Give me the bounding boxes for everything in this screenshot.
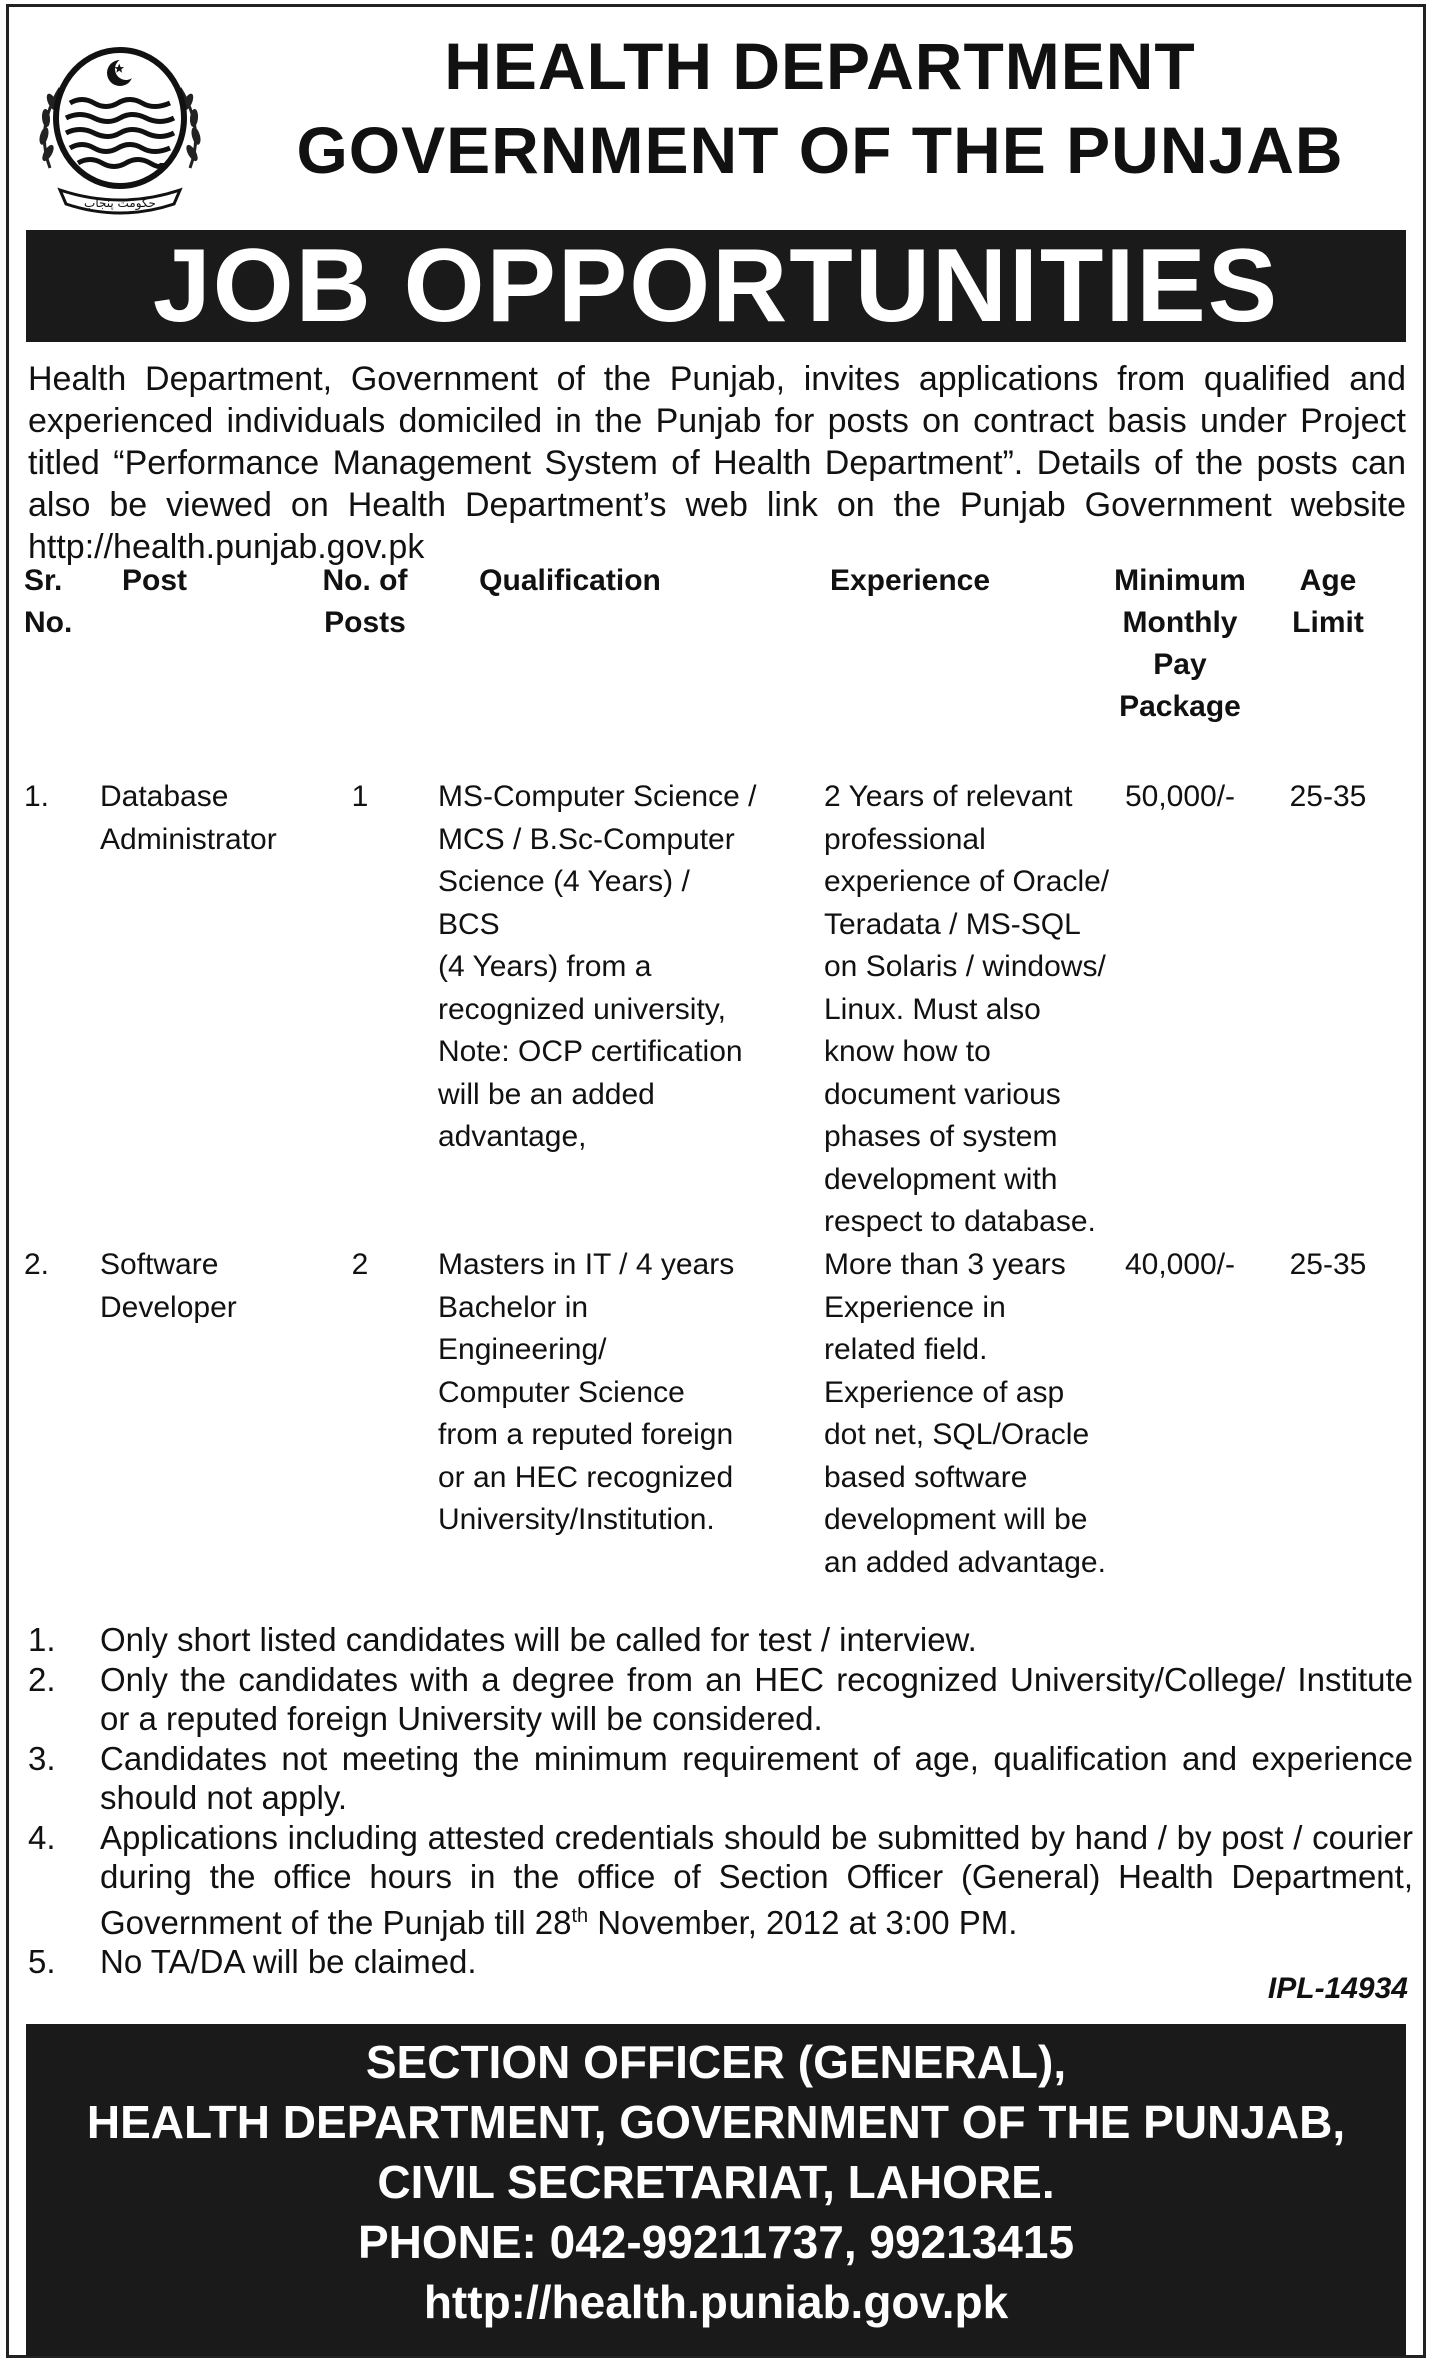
- intro-paragraph: [28, 358, 1406, 568]
- note-text: Only short listed candidates will be called for test / interview.: [100, 1621, 977, 1658]
- header-experience: Experience: [829, 564, 991, 597]
- row-2-sr: 2.: [24, 1248, 50, 1281]
- note-text-after: November, 2012 at 3:00 PM.: [588, 1903, 1018, 1941]
- row-2-no-of-posts: 2: [351, 1248, 369, 1281]
- row-2-age: 25-35: [1289, 1248, 1367, 1281]
- note-text: [100, 1818, 1413, 1943]
- reference-code: IPL-14934: [1267, 1972, 1408, 2005]
- note-text: No TA/DA will be claimed.: [100, 1943, 477, 1980]
- header-age-limit: Age Limit: [1292, 564, 1364, 639]
- row-1-qualification: MS-Computer Science / MCS / B.Sc-Computer Science (4 Years) / BCS (4 Years) from a recognized university, Note: OCP certification will be an added advantage,: [438, 780, 757, 1153]
- header-line-1: HEALTH DEPARTMENT: [444, 29, 1196, 103]
- contact-footer: [26, 2024, 1406, 2356]
- note-text: Candidates not meeting the minimum requirement of age, qualification and experience should not apply.: [100, 1739, 1413, 1816]
- row-1-pay: 50,000/-: [1124, 780, 1236, 813]
- footer-website-link[interactable]: http://health.puniab.gov.pk: [423, 2276, 1009, 2328]
- note-text: Only the candidates with a degree from an HEC recognized University/College/ Institute or a reputed foreign University will be considered.: [100, 1660, 1413, 1737]
- note-item: [28, 1942, 1413, 1982]
- note-text-before: Applications including attested credentials should be submitted by hand / by post / courier during the office hours in the office of Section Officer (General) Health Department, Government of the Punjab till 28: [100, 1818, 1413, 1941]
- note-number: 5.: [28, 1943, 56, 1980]
- header-no-of-posts: No. of Posts: [322, 564, 408, 639]
- punjab-emblem-logo: [20, 18, 220, 218]
- row-1-age: 25-35: [1289, 780, 1367, 813]
- row-1-no-of-posts: 1: [351, 780, 369, 813]
- row-1-post: Database Administrator: [100, 780, 277, 856]
- note-number: 4.: [28, 1818, 56, 1856]
- row-2-qualification: Masters in IT / 4 years Bachelor in Engineering/ Computer Science from a reputed foreign or an HEC recognized University/Institution.: [438, 1248, 735, 1536]
- note-item: [28, 1620, 1413, 1660]
- footer-line-3: CIVIL SECRETARIAT, LAHORE.: [377, 2156, 1055, 2208]
- note-number: 2.: [28, 1660, 56, 1698]
- note-item: [28, 1818, 1413, 1943]
- header-qualification: Qualification: [479, 564, 661, 597]
- row-2-pay: 40,000/-: [1124, 1248, 1236, 1281]
- row-1-experience: 2 Years of relevant professional experience of Oracle/ Teradata / MS-SQL on Solaris / windows/ Linux. Must also know how to document various phases of system development with respect to database.: [824, 780, 1110, 1238]
- notes-list: [28, 1620, 1413, 1982]
- emblem-script: حکومت پنجاب: [84, 196, 156, 210]
- footer-line-2: HEALTH DEPARTMENT, GOVERNMENT OF THE PUNJAB,: [86, 2096, 1346, 2148]
- note-item: [28, 1739, 1413, 1818]
- footer-phone: PHONE: 042-99211737, 99213415: [357, 2216, 1075, 2268]
- intro-text: Health Department, Government of the Punjab, invites applications from qualified and experienced individuals domiciled in the Punjab for posts on contract basis under Project titled “Performance Management System of Health Department”. Details of the posts can also be viewed on Health Department’s web link on the Punjab Government website http://health.punjab.gov.pk: [28, 360, 1406, 566]
- header-min-monthly-pay: Minimum Monthly Pay Package: [1114, 564, 1246, 723]
- header-sr-no: Sr. No.: [24, 564, 73, 639]
- header-title: [220, 24, 1420, 192]
- header-line-2: GOVERNMENT OF THE PUNJAB: [296, 113, 1344, 187]
- note-number: 3.: [28, 1739, 56, 1777]
- footer-line-1: SECTION OFFICER (GENERAL),: [365, 2036, 1067, 2088]
- note-item: [28, 1660, 1413, 1739]
- row-2-experience: More than 3 years Experience in related field. Experience of asp dot net, SQL/Oracle based software development will be an added advantage.: [824, 1248, 1106, 1579]
- row-2-post: Software Developer: [100, 1248, 237, 1324]
- note-number: 1.: [28, 1621, 56, 1658]
- header-post: Post: [122, 564, 188, 597]
- note-superscript: th: [571, 1904, 589, 1927]
- emblem-icon: [20, 18, 220, 218]
- job-opportunities-banner: JOB OPPORTUNITIES: [26, 230, 1406, 342]
- row-1-sr: 1.: [24, 780, 50, 813]
